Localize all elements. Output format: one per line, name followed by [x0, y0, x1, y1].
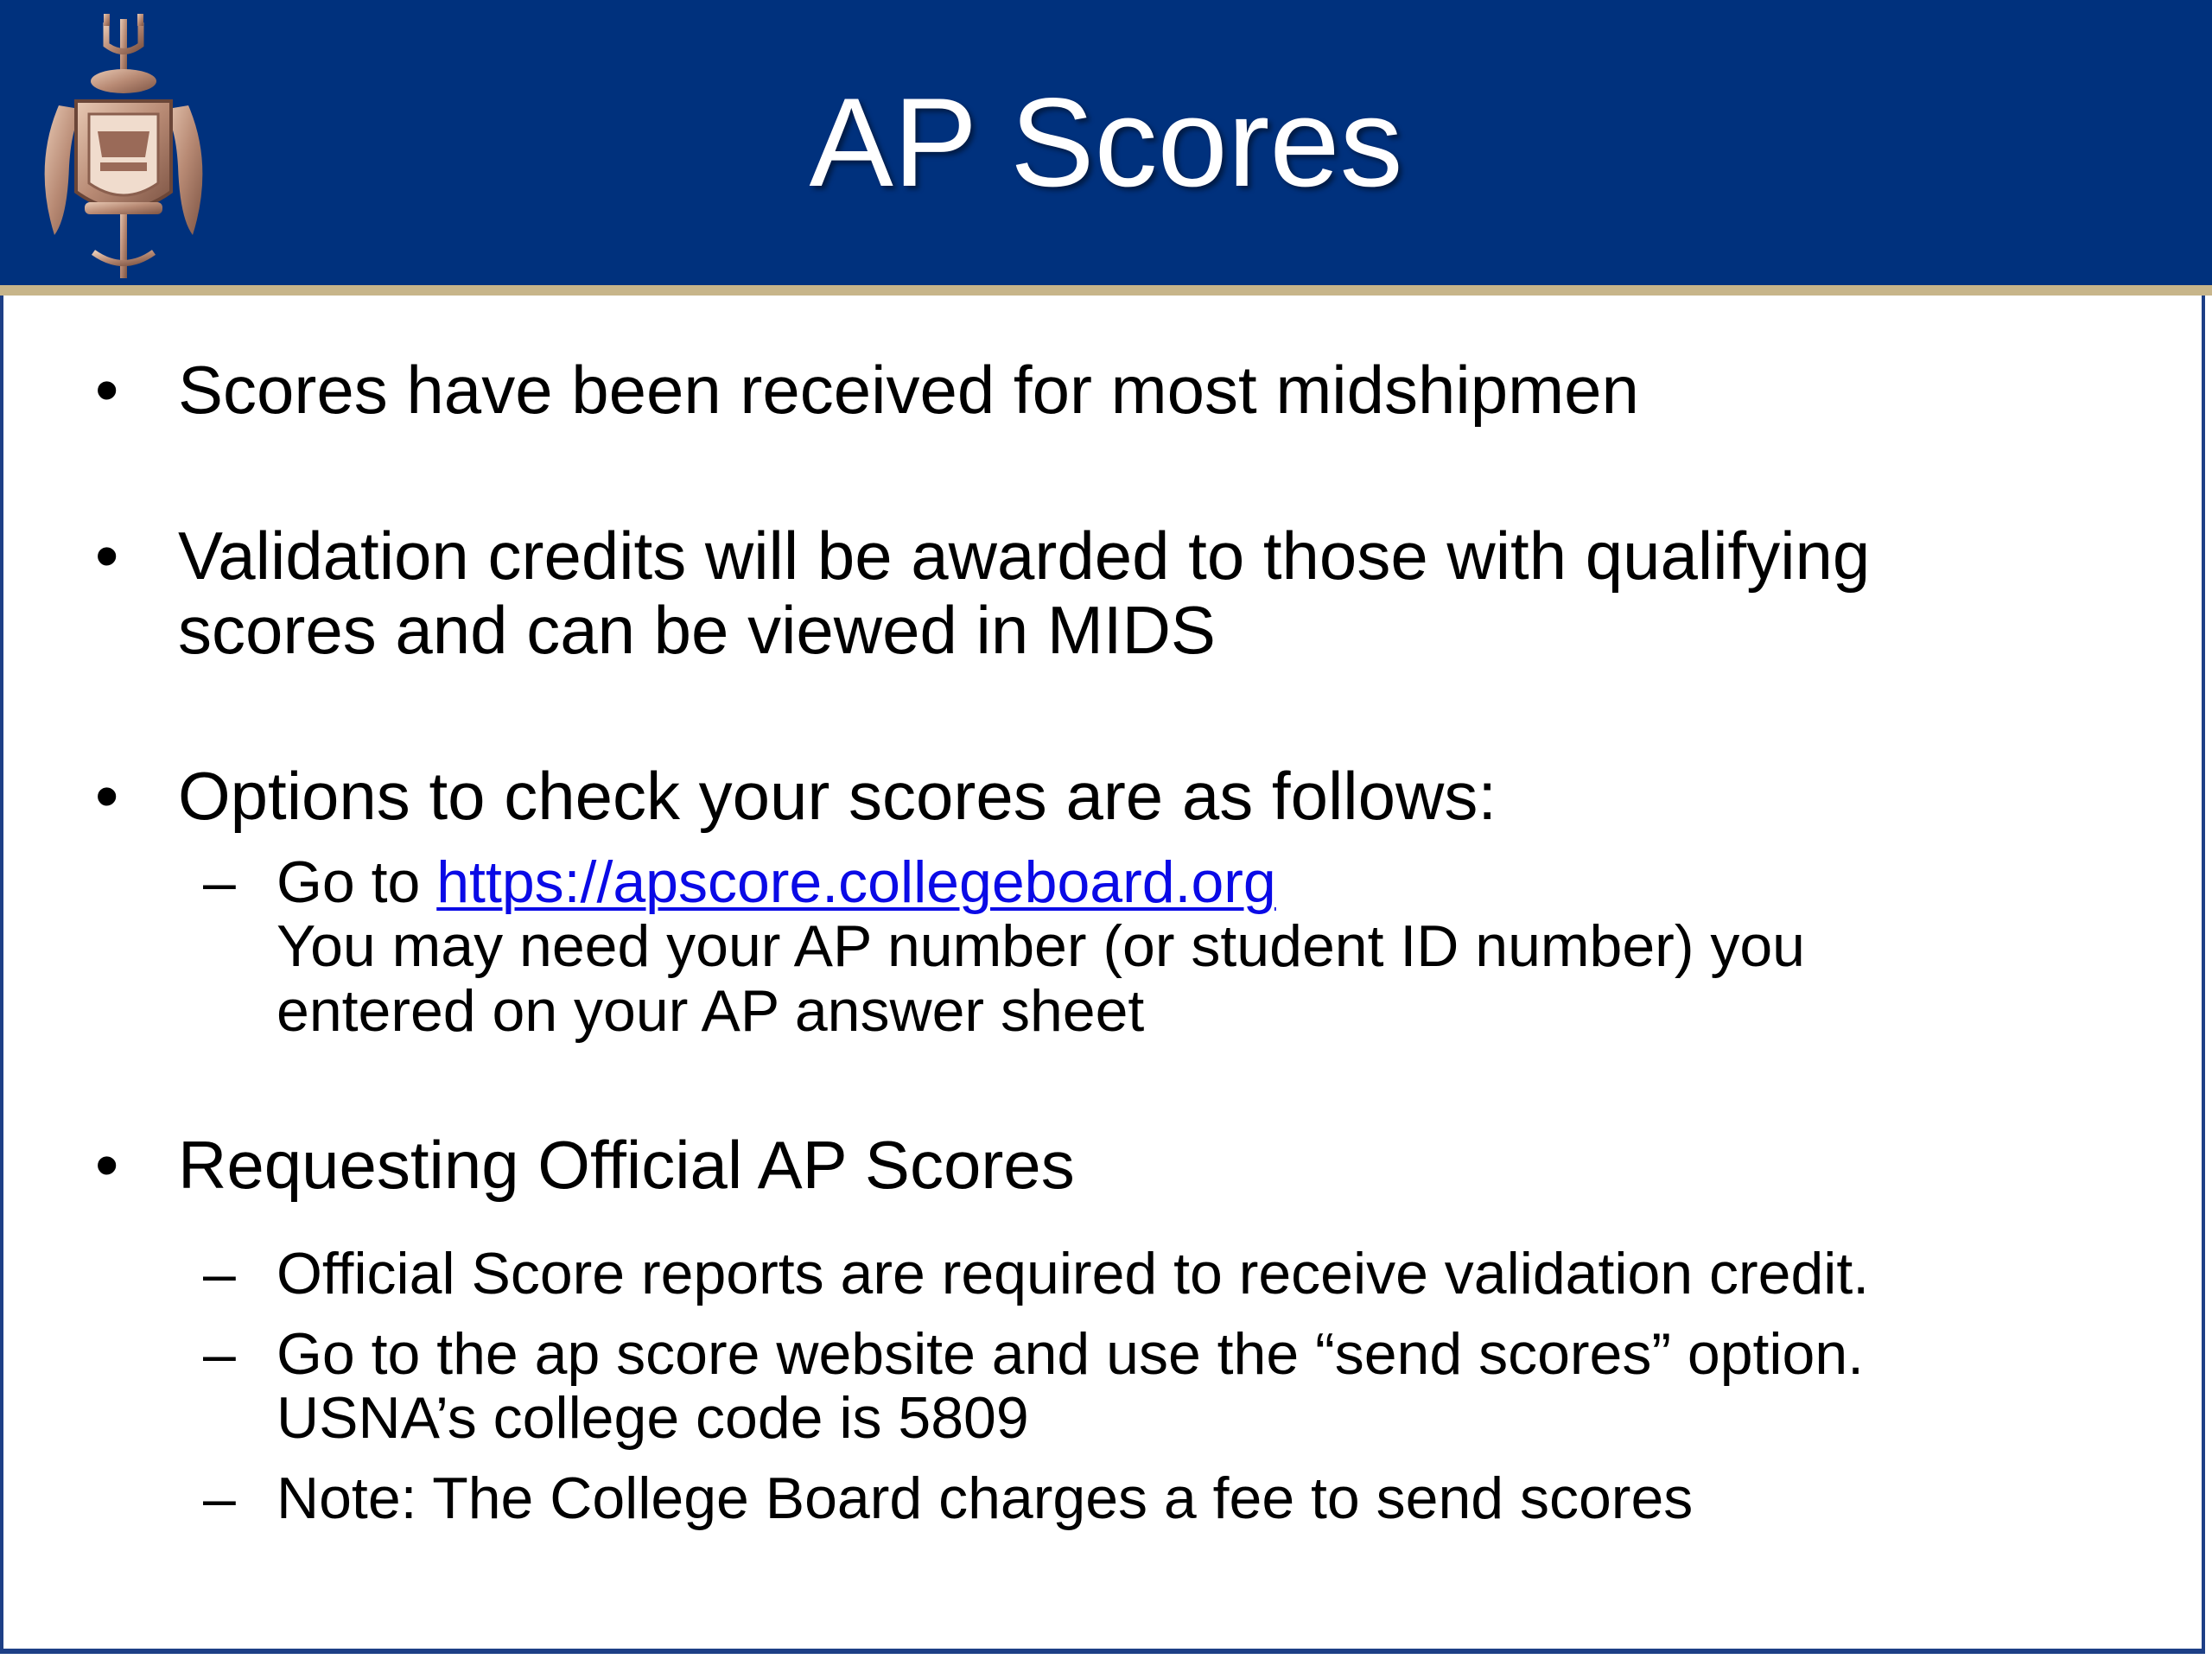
bullet-text: Options to check your scores are as follows:: [178, 758, 1497, 834]
college-code-text: USNA’s college code is 5809: [276, 1385, 1029, 1451]
bullet-glyph: •: [95, 352, 119, 428]
slide-title: AP Scores: [809, 72, 1403, 213]
sub-dash-glyph: –: [203, 1465, 236, 1531]
bullet-text: Requesting Official AP Scores: [178, 1127, 1075, 1203]
bullet-glyph: •: [95, 758, 119, 834]
bullet-glyph: •: [95, 518, 119, 594]
go-to-label: Go to: [276, 849, 421, 915]
send-scores-text-line-1: Go to the ap score website and use the “send scores” option.: [276, 1321, 1865, 1387]
bullet-glyph: •: [95, 1127, 119, 1203]
sub-dash-glyph: –: [203, 1241, 236, 1306]
official-reports-text: Official Score reports are required to receive validation credit.: [276, 1241, 1870, 1306]
title-bar: [0, 0, 2212, 285]
bullet-text-line-1: Validation credits will be awarded to those with qualifying: [178, 518, 1871, 594]
bullet-text: Scores have been received for most midshipmen: [178, 352, 1639, 428]
fee-note-text: Note: The College Board charges a fee to send scores: [276, 1465, 1694, 1531]
ap-number-note-line-1: You may need your AP number (or student ID number) you: [276, 913, 1805, 979]
bullet-text-line-2: scores and can be viewed in MIDS: [178, 592, 1216, 668]
ap-number-note-line-2: entered on your AP answer sheet: [276, 978, 1145, 1044]
sub-dash-glyph: –: [203, 1321, 236, 1387]
header-gold-rule: [0, 285, 2212, 296]
apscore-link[interactable]: https://apscore.collegeboard.org: [436, 849, 1276, 915]
sub-dash-glyph: –: [203, 849, 236, 915]
